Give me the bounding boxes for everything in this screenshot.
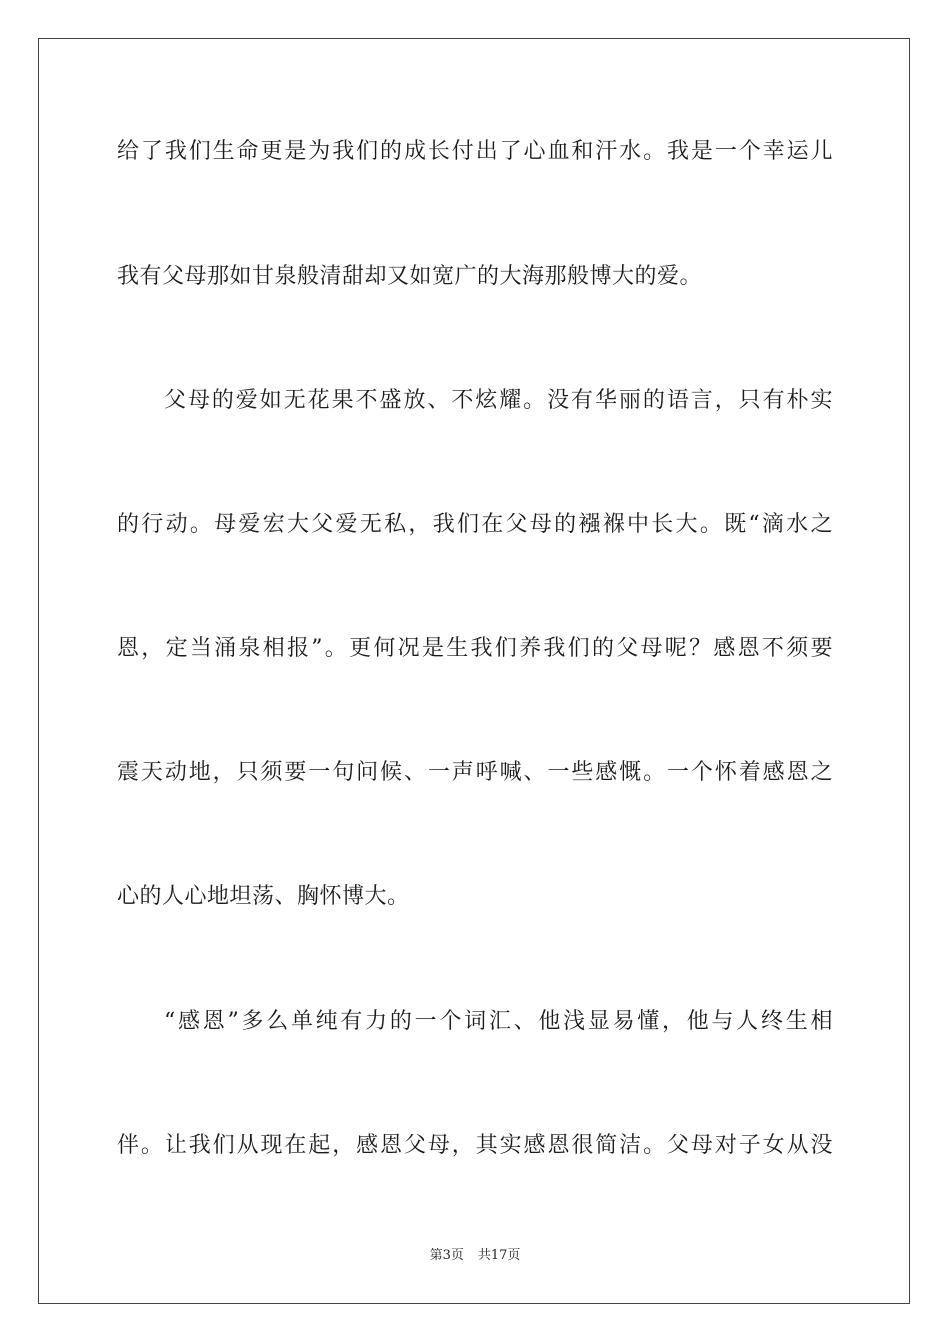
text-line: 恩，定当涌泉相报”。更何况是生我们养我们的父母呢？感恩不须要 — [117, 636, 833, 661]
text-line: 给了我们生命更是为我们的成长付出了心血和汗水。我是一个幸运儿 — [117, 139, 833, 164]
text-line: 我有父母那如甘泉般清甜却又如宽广的大海那般博大的爱。 — [117, 264, 703, 289]
paragraph-first-line: 父母的爱如无花果不盛放、不炫耀。没有华丽的语言，只有朴实 — [164, 388, 833, 413]
page-footer — [0, 1247, 950, 1265]
page-total: 共17页 — [477, 1248, 521, 1263]
paragraph-first-line: “感恩”多么单纯有力的一个词汇、他浅显易懂，他与人终生相 — [164, 1009, 833, 1034]
page-border — [38, 38, 910, 1304]
page-number: 第3页 — [429, 1248, 464, 1263]
text-line: 心的人心地坦荡、胸怀博大。 — [117, 884, 410, 909]
text-line: 伴。让我们从现在起，感恩父母，其实感恩很简洁。父母对子女从没 — [117, 1133, 833, 1158]
text-line: 的行动。母爱宏大父爱无私，我们在父母的襁褓中长大。既“滴水之 — [117, 512, 833, 537]
text-line: 震天动地，只须要一句问候、一声呼喊、一些感慨。一个怀着感恩之 — [117, 760, 833, 785]
